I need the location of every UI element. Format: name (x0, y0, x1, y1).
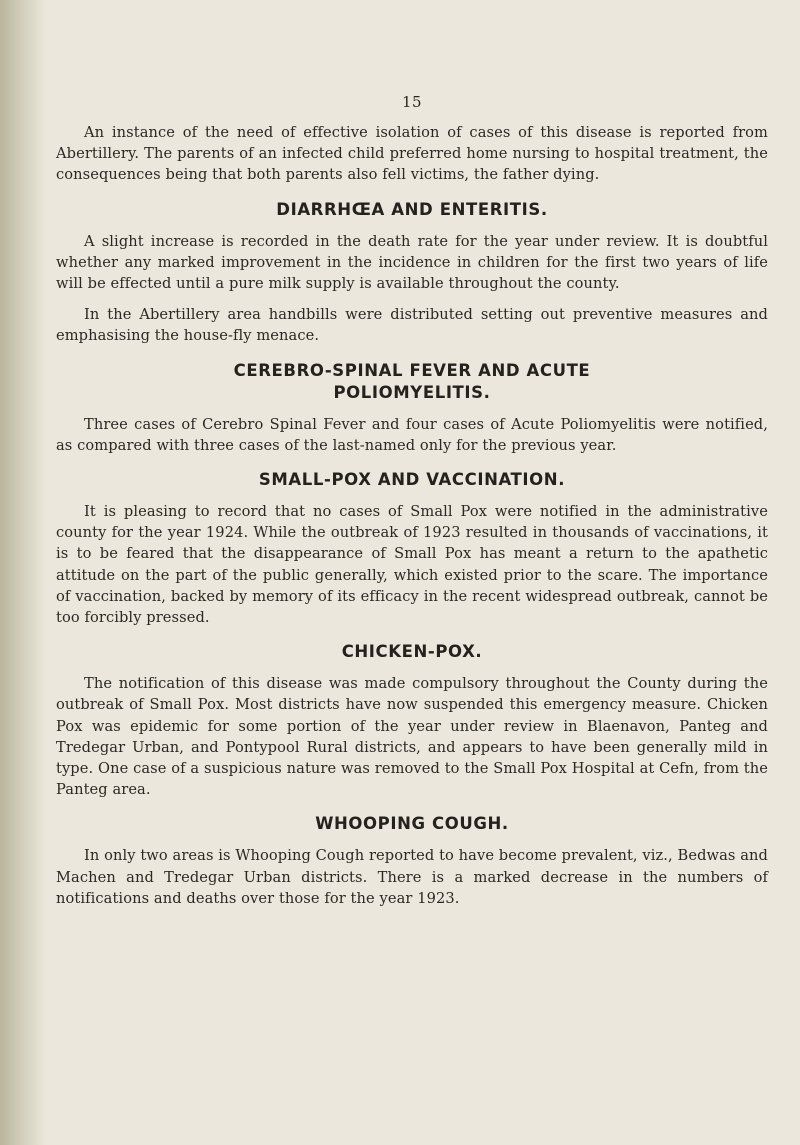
isolation-paragraph: An instance of the need of effective isolation of cases of this disease is reported from Abertillery. The parents of an infected child preferred home nursing to hospital treatment, the consequences being that both parents also fell victims, the father dying. (56, 124, 768, 184)
whooping-heading: WHOOPING COUGH. (315, 814, 509, 834)
cerebro-paragraph: Three cases of Cerebro Spinal Fever and four cases of Acute Poliomyelitis were notified, as compared with three cases of the last-named only for the previous year. (56, 415, 768, 454)
page-binding-shadow (0, 0, 46, 1145)
cerebro-heading-line-1: CEREBRO-SPINAL FEVER AND ACUTE (233, 360, 591, 380)
chickenpox-heading: CHICKEN-POX. (341, 642, 483, 662)
whooping-paragraph: In only two areas is Whooping Cough reported to have become prevalent, viz., Bedwas and Machen and Tredegar Urban districts. There is a marked decrease in the numbers of notifications and deaths over those for the year 1923. (56, 847, 768, 907)
diarrhoea-paragraph-1: A slight increase is recorded in the death rate for the year under review. It is doubtful whether any marked improvement in the incidence in children for the first two years of life will be effected until a pure milk supply is available throughout the county. (56, 232, 768, 293)
document-body (56, 122, 768, 909)
diarrhoea-paragraph-2: In the Abertillery area handbills were distributed setting out preventive measures and emphasising the house-fly menace. (56, 306, 768, 345)
smallpox-heading: SMALL-POX AND VACCINATION. (258, 470, 566, 490)
chickenpox-paragraph: The notification of this disease was made compulsory throughout the County during the outbreak of Small Pox. Most districts have now suspended this emergency measure. Chicken Pox was epidemic for some portion of the year under review in Blaenavon, Panteg and Tredegar Urban, and Pontypool Rural districts, and appears to have been generally mild in type. One case of a suspicious nature was removed to the Small Pox Hospital at Cefn, from the Panteg area. (56, 675, 768, 799)
smallpox-paragraph: It is pleasing to record that no cases of Small Pox were notified in the administrative county for the year 1924. While the outbreak of 1923 resulted in thousands of vaccinations, it is to be feared that the disappearance of Small Pox has meant a return to the apathetic attitude on the part of the public generally, which existed prior to the scare. The importance of vaccination, backed by memory of its efficacy in the recent widespread outbreak, cannot be too forcibly pressed. (56, 503, 768, 627)
document-page (56, 0, 768, 1145)
page-number: 15 (401, 93, 423, 111)
cerebro-heading-line-2: POLIOMYELITIS. (333, 382, 491, 402)
diarrhoea-heading: DIARRHŒA AND ENTERITIS. (276, 199, 548, 219)
